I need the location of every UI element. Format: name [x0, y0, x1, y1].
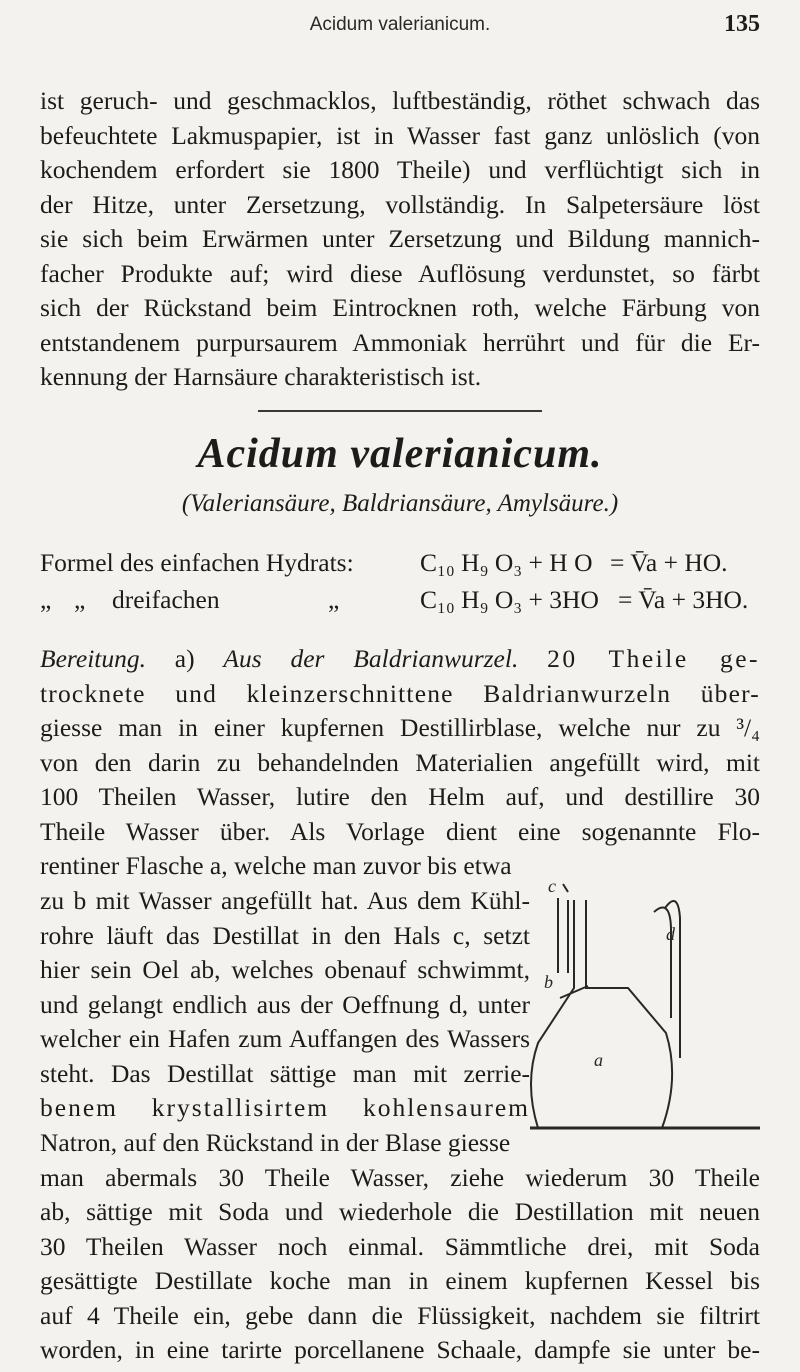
formula-label: Formel des einfachen Hydrats: — [40, 548, 354, 577]
text-line: kennung der Harnsäure charakteristisch ist. — [40, 362, 482, 391]
preparation-paragraph — [40, 642, 760, 884]
formula-left: C₁₀ H₉ O₃ + 3HO — [420, 585, 599, 614]
figure-spout — [563, 884, 568, 892]
text-line: welcher ein Hafen zum Auffangen des Wassers — [40, 1024, 530, 1053]
formula-right: = V̄a + 3HO. — [618, 585, 749, 614]
text-line: zu b mit Wasser angefüllt hat. Aus dem Kühl- — [40, 886, 530, 915]
flask-body — [586, 900, 672, 1128]
section-synonyms: (Valeriansäure, Baldriansäure, Amylsäure.) — [181, 490, 619, 517]
step-label: a) — [174, 644, 195, 673]
formula-right: = V̄a + HO. — [610, 548, 728, 577]
text-line: entstandenem purpursaurem Ammoniak herrührt und für die Er- — [40, 327, 760, 357]
text-line: Natron, auf den Rückstand in der Blase giesse — [40, 1128, 511, 1157]
text-line: von den darin zu behandelnden Materialien angefüllt wird, mit — [40, 747, 760, 777]
formula-simple-hydrate — [40, 548, 765, 582]
text-line: trocknete und kleinzerschnittene Baldrianwurzeln über- — [40, 678, 760, 708]
text-line: steht. Das Destillat sättige man mit zerrie- — [40, 1058, 530, 1088]
formula-left: C₁₀ H₉ O₃ + H O — [420, 548, 593, 577]
formula-label: dreifachen — [112, 585, 220, 614]
text-line: man abermals 30 Theile Wasser, ziehe wiederum 30 Theile — [40, 1162, 760, 1192]
text-line: benem krystallisirtem kohlensaurem — [40, 1093, 530, 1122]
text-line: facher Produkte auf; wird diese Auflösung verdunstet, so färbt — [40, 258, 760, 288]
text-line: kochendem erfordert sie 1800 Theile) und verflüchtigt sich in — [40, 155, 760, 184]
text-line: hier sein Oel ab, welches obenauf schwimmt, — [40, 955, 530, 984]
figure-label-a: a — [594, 1050, 603, 1070]
text-line — [40, 642, 760, 677]
text-line: 30 Theilen Wasser noch einmal. Sämmtliche drei, mit Soda — [40, 1231, 760, 1261]
page-header — [40, 8, 760, 44]
text-line: ab, sättige mit Soda und wiederhole die Destillation mit neuen — [40, 1197, 760, 1226]
formula-triple-hydrate — [40, 585, 765, 619]
section-divider — [258, 410, 542, 412]
text-line: auf 4 Theile ein, gebe dann die Flüssigkeit, nachdem sie filtrirt — [40, 1300, 760, 1330]
text-line: 100 Theilen Wasser, lutire den Helm auf, und destillire 30 — [40, 782, 760, 811]
section-title: Acidum valerianicum. — [197, 431, 603, 477]
text-line: sich der Rückstand beim Eintrocknen roth, welche Färbung von — [40, 293, 760, 322]
figure-label-d: d — [666, 924, 675, 944]
ditto-mark: „ — [74, 585, 86, 614]
page-number: 135 — [724, 11, 760, 37]
final-paragraph — [40, 1126, 760, 1368]
figure-label-c: c — [548, 878, 556, 896]
florentine-flask-figure — [530, 878, 760, 1138]
text-line: der Hitze, unter Zersetzung, vollständig. In Salpetersäure löst — [40, 189, 760, 219]
ditto-mark: „ — [328, 585, 340, 614]
running-title: Acidum valerianicum. — [309, 14, 491, 35]
figure-label-b: b — [544, 972, 553, 992]
intro-paragraph — [40, 84, 760, 395]
text-wrapped-around-figure — [40, 884, 530, 1126]
text-fragment: 20 Theile ge- — [547, 644, 761, 673]
text-line: ist geruch- und geschmacklos, luftbeständig, röthet schwach das — [40, 86, 760, 115]
text-line: rohre läuft das Destillat in den Hals c, setzt — [40, 920, 530, 950]
text-line: sie sich beim Erwärmen unter Zersetzung und Bildung mannich- — [40, 224, 760, 253]
text-line: rentiner Flasche a, welche man zuvor bis etwa — [40, 851, 512, 880]
text-line: befeuchtete Lakmuspapier, ist in Wasser fast ganz unlöslich (von — [40, 120, 760, 150]
ditto-mark: „ — [40, 585, 52, 614]
text-line: gesättigte Destillate koche man in einem kupfernen Kessel bis — [40, 1266, 760, 1295]
text-line: worden, in eine tarirte porcellanene Schaale, dampfe sie unter be- — [40, 1335, 760, 1364]
text-line: und gelangt endlich aus der Oeffnung d, unter — [40, 989, 530, 1019]
text-line: giesse man in einer kupfernen Destillirblase, welche nur zu ³/₄ — [40, 713, 760, 742]
source-label: Aus der Baldrianwurzel. — [223, 644, 519, 673]
heading-bereitung: Bereitung. — [40, 644, 146, 673]
text-line: Theile Wasser über. Als Vorlage dient eine sogenannte Flo- — [40, 816, 760, 846]
